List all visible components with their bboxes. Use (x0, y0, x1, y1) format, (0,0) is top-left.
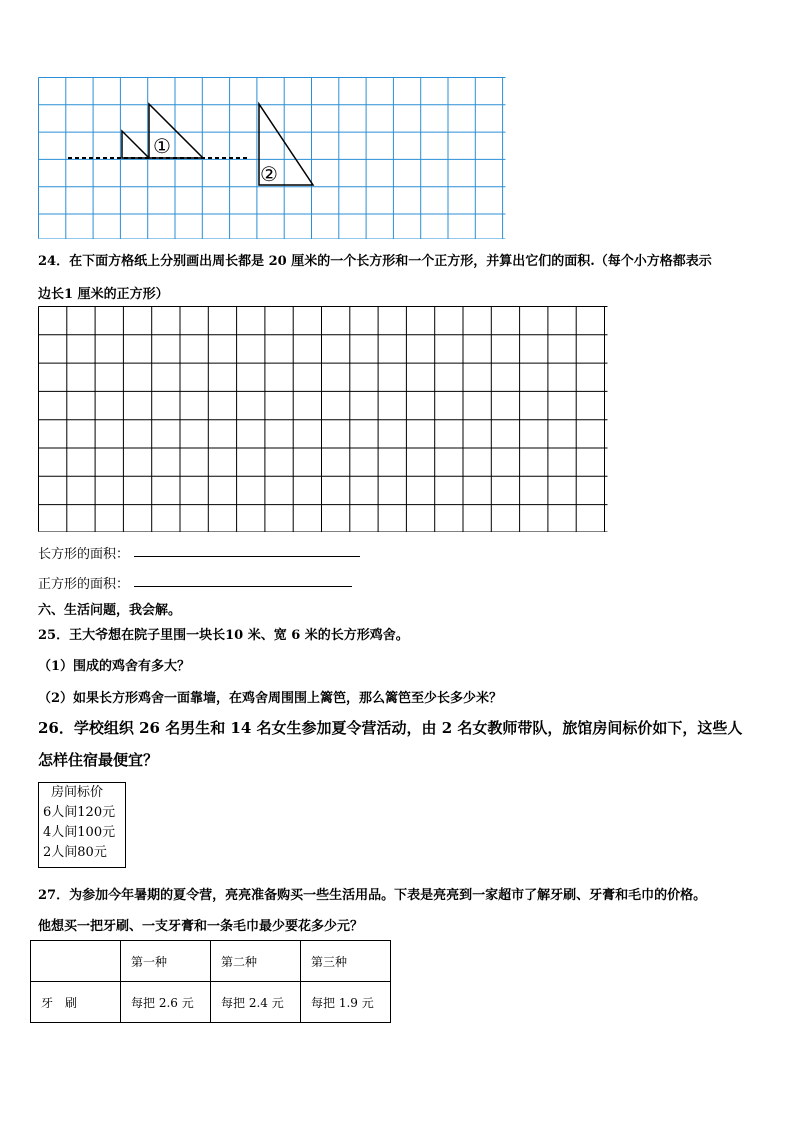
table-cell: 每把 1.9 元 (301, 982, 391, 1023)
table-header-cell (31, 941, 121, 982)
answer-grid-q24 (38, 306, 608, 532)
table-header-cell: 第三种 (301, 941, 391, 982)
price-row: 2人间80元 (43, 845, 107, 860)
rect-area-blank[interactable] (134, 555, 360, 557)
section6-title: 六、生活问题，我会解。 (38, 603, 182, 618)
square-area-label: 正方形的面积： (38, 577, 130, 592)
q24-line1: 24．在下面方格纸上分别画出周长都是 20 厘米的一个长方形和一个正方形，并算出它们的面积.（每个小方格都表示 (38, 254, 712, 269)
table-row (31, 982, 391, 1023)
q26-line2: 怎样住宿最便宜？ (38, 751, 159, 769)
table-header-cell: 第一种 (121, 941, 211, 982)
table-header-row (31, 941, 391, 982)
table-header-cell: 第二种 (211, 941, 301, 982)
room-price-table (38, 782, 126, 868)
q25-stem: 25．王大爷想在院子里围一块长10 米、宽 6 米的长方形鸡舍。 (38, 628, 409, 643)
price-table-title: 房间标价 (51, 785, 104, 800)
rect-area-label: 长方形的面积： (38, 547, 130, 562)
price-row: 4人间100元 (43, 825, 116, 840)
q24-line2: 边长1 厘米的正方形） (38, 287, 169, 302)
small-triangle (122, 131, 149, 158)
q27-line1: 27．为参加今年暑期的夏令营，亮亮准备购买一些生活用品。下表是亮亮到一家超市了解牙刷、牙膏和毛巾的价格。 (38, 888, 707, 903)
price-comparison-table (30, 940, 391, 1023)
q26-line1: 26．学校组织 26 名男生和 14 名女生参加夏令营活动，由 2 名女教师带队，旅馆房间标价如下，这些人 (38, 719, 743, 737)
price-row: 6人间120元 (43, 805, 116, 820)
square-area-blank[interactable] (134, 585, 352, 587)
table-cell: 每把 2.6 元 (121, 982, 211, 1023)
figure-grid-triangles (38, 77, 506, 239)
q25-part1: （1）围成的鸡舍有多大？ (38, 659, 191, 674)
q27-line2: 他想买一把牙刷、一支牙膏和一条毛巾最少要花多少元？ (38, 919, 364, 934)
triangle-1-label: ① (153, 134, 171, 158)
triangle-2-label: ② (260, 162, 278, 186)
q25-part2: （2）如果长方形鸡舍一面靠墙，在鸡舍周围围上篱笆，那么篱笆至少长多少米？ (38, 691, 503, 706)
table-cell: 每把 2.4 元 (211, 982, 301, 1023)
table-cell: 牙 刷 (31, 982, 121, 1023)
